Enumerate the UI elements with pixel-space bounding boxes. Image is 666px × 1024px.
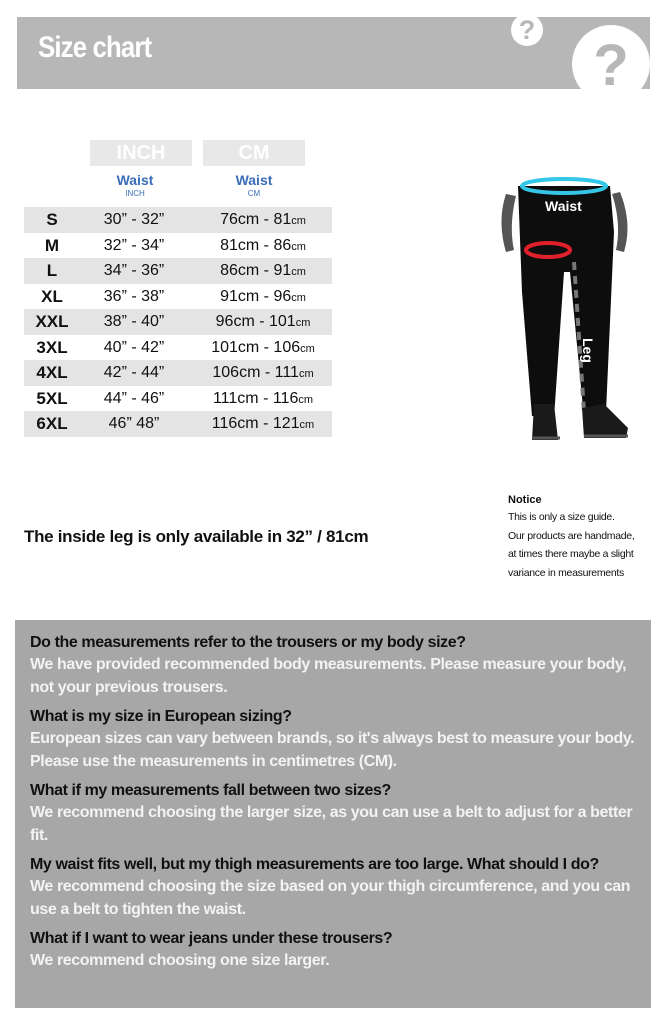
faq-answer: We recommend choosing one size larger. <box>30 952 330 969</box>
table-row <box>24 360 332 386</box>
table-row <box>24 386 332 412</box>
inch-cell: 36” - 38” <box>103 287 165 305</box>
faq-answer: We recommend choosing the larger size, as you can use a belt to adjust for a better fit. <box>30 804 633 844</box>
notice-line: Our products are handmade, <box>508 529 635 542</box>
faq-item <box>30 706 637 773</box>
cm-unit: cm <box>291 240 306 253</box>
cm-range: 111cm - 116 <box>212 389 299 407</box>
cm-unit: cm <box>298 368 314 380</box>
cm-cell <box>194 258 332 285</box>
faq-item <box>30 854 637 921</box>
faq-answer: European sizes can vary between brands, so it's always best to measure your body. Please use the measurements in centimetres (CM). <box>30 730 635 770</box>
cm-cell <box>194 284 332 311</box>
size-cell: 4XL <box>36 363 68 382</box>
table-row <box>24 207 332 233</box>
inch-cell: 44” - 46” <box>103 389 165 407</box>
cm-cell <box>194 207 332 234</box>
question-icon: ? <box>511 17 543 46</box>
cm-cell <box>194 309 332 336</box>
inside-leg-note: The inside leg is only available in 32” / 81cm <box>24 527 369 546</box>
faq-question: What is my size in European sizing? <box>30 708 292 725</box>
table-row <box>24 233 332 259</box>
measure-label: Waist <box>235 172 273 188</box>
cm-range: 81cm - 86 <box>220 236 292 254</box>
faq-question: Do the measurements refer to the trousers or my body size? <box>30 634 466 651</box>
cm-unit: cm <box>291 215 306 227</box>
cm-cell <box>194 360 332 387</box>
notice-title: Notice <box>508 494 542 506</box>
faq-question: My waist fits well, but my thigh measurements are too large. What should I do? <box>30 856 599 873</box>
inch-cell: 40” - 42” <box>103 338 165 356</box>
size-cell: 3XL <box>36 337 68 357</box>
cm-range: 96cm - 101 <box>215 313 296 330</box>
size-table <box>24 207 332 437</box>
column-header-cm: CM <box>203 140 305 166</box>
inch-cell: 34” - 36” <box>103 262 165 279</box>
size-cell: S <box>46 210 58 229</box>
faq-item <box>30 632 637 699</box>
faq-item <box>30 780 637 847</box>
size-cell: XL <box>41 286 63 306</box>
cm-unit: cm <box>295 317 311 329</box>
cm-cell <box>194 335 332 362</box>
table-row <box>24 309 332 335</box>
column-sub-inch <box>84 172 186 200</box>
column-header-inch: INCH <box>90 140 192 166</box>
cm-range: 116cm - 121 <box>211 415 300 432</box>
inch-cell: 46” 48” <box>108 415 160 432</box>
size-cell: 5XL <box>36 388 68 408</box>
cm-unit: cm <box>291 291 306 304</box>
cm-cell <box>194 411 332 438</box>
size-cell: M <box>44 235 60 255</box>
table-row <box>24 258 332 284</box>
inch-cell: 38” - 40” <box>103 313 165 330</box>
faq-question: What if my measurements fall between two sizes? <box>30 782 391 799</box>
cm-unit: cm <box>291 266 306 278</box>
cm-unit: cm <box>300 342 315 355</box>
waist-label: Waist <box>545 198 582 214</box>
table-row <box>24 335 332 361</box>
unit-label: INCH <box>125 189 145 198</box>
cm-cell <box>194 233 332 260</box>
cm-range: 86cm - 91 <box>220 262 292 279</box>
faq-answer: We have provided recommended body measurements. Please measure your body, not your previous trousers. <box>30 656 627 696</box>
cm-unit: cm <box>298 393 314 406</box>
question-icon-large: ? <box>572 25 650 89</box>
notice-line: variance in measurements <box>508 566 624 579</box>
column-sub-cm <box>203 172 305 200</box>
size-cell: XXL <box>35 312 69 331</box>
cm-cell <box>194 386 332 413</box>
leg-label: Leg <box>580 338 596 363</box>
faq-section <box>15 620 651 1008</box>
unit-label: CM <box>247 189 261 198</box>
cm-range: 76cm - 81 <box>220 211 292 228</box>
size-cell: 6XL <box>36 414 68 433</box>
size-cell: L <box>46 261 58 280</box>
cm-unit: cm <box>299 419 315 431</box>
inch-cell: 32” - 34” <box>103 236 165 254</box>
faq-question: What if I want to wear jeans under these trousers? <box>30 930 393 947</box>
cm-range: 106cm - 111 <box>212 364 299 381</box>
notice-box <box>508 492 658 582</box>
cm-range: 91cm - 96 <box>220 287 292 305</box>
notice-line: This is only a size guide. <box>508 511 615 523</box>
faq-answer: We recommend choosing the size based on your thigh circumference, and you can use a belt to tighten the waist. <box>30 878 631 918</box>
page-title: Size chart <box>38 31 152 64</box>
table-row <box>24 411 332 437</box>
thigh-label: Thigh <box>504 272 520 311</box>
notice-line: at times there maybe a slight <box>508 548 634 560</box>
cm-range: 101cm - 106 <box>211 338 301 356</box>
inch-cell: 30” - 32” <box>103 211 165 228</box>
inch-cell: 42” - 44” <box>103 364 165 381</box>
table-row <box>24 284 332 310</box>
faq-item <box>30 928 637 973</box>
trousers-figure <box>492 172 642 447</box>
measure-label: Waist <box>116 172 154 188</box>
header-banner <box>17 17 650 89</box>
